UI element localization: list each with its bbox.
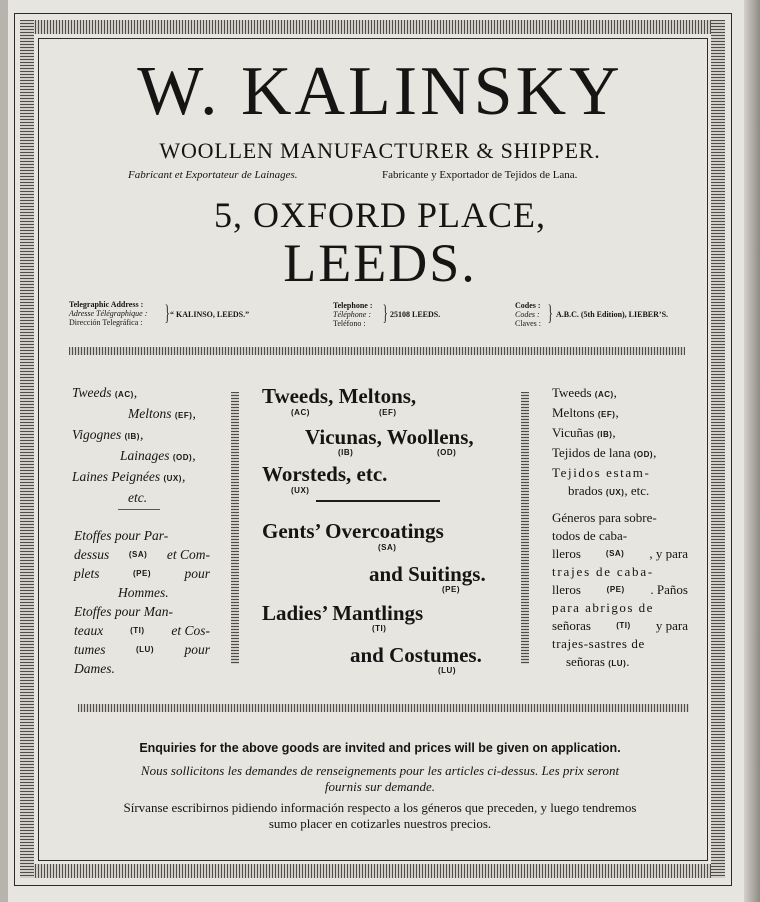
center-line-5: and Suitings. (369, 562, 486, 586)
left-line-tweeds: Tweeds (AC), (72, 385, 138, 400)
center-divider (316, 500, 440, 502)
right-line-vicunas: Vicuñas (IB), (552, 425, 616, 440)
center-code-lu: (LU) (438, 666, 456, 675)
left-line-etc: etc. (128, 490, 148, 505)
center-code-od: (OD) (437, 448, 457, 457)
left-line-m3: plets (PE) pour (74, 566, 210, 581)
center-line-3: Worsteds, etc. (262, 462, 388, 486)
right-line-s7: señoras (TI) y para (552, 618, 688, 633)
right-line-s8: trajes-sastres de (552, 636, 645, 651)
codes-value: A.B.C. (5th Edition), LIEBER’S. (556, 310, 669, 319)
left-line-m6: teaux (TI) et Cos- (74, 623, 210, 638)
trade-french: Fabricant et Exportateur de Lainages. (128, 169, 298, 181)
right-line-s2: todos de caba- (552, 528, 628, 543)
left-line-meltons: Meltons (EF), (128, 406, 196, 421)
codes-label-es: Claves : (515, 319, 541, 328)
right-column (552, 384, 690, 502)
telegraphic-labels (69, 300, 161, 327)
center-code-ef: (EF) (379, 408, 397, 417)
left-column-lower (74, 526, 210, 678)
right-line-tejidos: Tejidos de lana (OD), (552, 445, 657, 460)
right-line-s4: trajes de caba- (552, 564, 655, 579)
center-line-1: Tweeds, Meltons, (262, 384, 417, 408)
telephone-label-en: Telephone : (333, 301, 373, 310)
codes-brace: } (547, 300, 553, 325)
company-name: W. KALINSKY (137, 53, 623, 130)
telephone-brace: } (382, 300, 388, 325)
center-line-2: Vicunas, Woollens, (305, 425, 474, 449)
right-column-lower (552, 509, 688, 673)
center-code-ac: (AC) (291, 408, 310, 417)
column-rule-left (231, 392, 239, 664)
center-line-7: and Costumes. (350, 643, 482, 667)
right-line-s6: para abrigos de (552, 600, 654, 615)
telegraphic-label-es: Dirección Telegráfica : (69, 318, 143, 327)
footer-french-2: fournis sur demande. (324, 779, 436, 794)
trade-title: WOOLLEN MANUFACTURER & SHIPPER. (159, 138, 601, 163)
right-line-tweeds: Tweeds (AC), (552, 385, 617, 400)
telephone-value: 25108 LEEDS. (390, 310, 441, 319)
trade-spanish: Fabricante y Exportador de Tejidos de Lana. (382, 169, 578, 181)
city-name: LEEDS. (283, 233, 477, 293)
telegraphic-value: “ KALINSO, LEEDS.” (170, 310, 250, 319)
column-rule-right (521, 392, 529, 664)
right-line-s1: Géneros para sobre- (552, 510, 657, 525)
codes-labels (515, 301, 549, 328)
footer-spanish-2: sumo placer en cotizarles nuestros precios. (268, 816, 492, 831)
street-address: 5, OXFORD PLACE, (213, 195, 547, 235)
telephone-labels (333, 301, 383, 328)
telegraphic-brace: } (164, 300, 170, 325)
right-line-brados: brados (UX), etc. (568, 483, 650, 498)
left-line-m5: Etoffes pour Man- (74, 604, 173, 619)
left-line-m7: tumes (LU) pour (74, 642, 210, 657)
left-line-vigognes: Vigognes (IB), (72, 427, 144, 442)
border-bottom-hatch (20, 864, 725, 878)
center-code-ux: (UX) (291, 486, 310, 495)
left-line-m2: dessus (SA) et Com- (74, 547, 210, 562)
left-line-laines: Laines Peignées (UX), (72, 469, 186, 484)
center-code-ti: (TI) (372, 624, 387, 633)
codes-label-fr: Codes : (515, 310, 540, 319)
left-line-m1: Etoffes pour Par- (74, 528, 169, 543)
section-rule-top (69, 347, 685, 355)
right-line-s3: lleros (SA) , y para (552, 546, 688, 561)
border-top-hatch (20, 20, 725, 34)
telephone-label-fr: Téléphone : (333, 310, 371, 319)
footer-french-1: Nous sollicitons les demandes de renseignements pour les articles ci-dessus. Les prix seront (140, 763, 620, 778)
telegraphic-label-fr: Adresse Télégraphique : (69, 309, 148, 318)
center-code-ib: (IB) (338, 448, 354, 457)
left-line-lainages: Lainages (OD), (120, 448, 196, 463)
right-line-estam: Tejidos estam- (552, 465, 651, 480)
left-line-m8: Dames. (74, 661, 115, 676)
left-line-m4: Hommes. (118, 585, 169, 600)
left-column (72, 383, 210, 507)
center-code-pe: (PE) (442, 585, 460, 594)
center-code-sa: (SA) (378, 543, 397, 552)
right-line-s5: lleros (PE) . Paños (552, 582, 688, 597)
footer-english: Enquiries for the above goods are invited and prices will be given on application. (139, 741, 621, 755)
codes-label-en: Codes : (515, 301, 541, 310)
footer-spanish-1: Sírvanse escribirnos pidiendo información respecto a los géneros que preceden, y luego tendremos (123, 800, 637, 815)
center-line-6: Ladies’ Mantlings (262, 601, 424, 625)
center-line-4: Gents’ Overcoatings (262, 519, 444, 543)
section-rule-bottom (78, 704, 689, 712)
telegraphic-label-en: Telegraphic Address : (69, 300, 144, 309)
telephone-label-es: Teléfono : (333, 319, 366, 328)
left-divider (118, 509, 160, 510)
right-line-meltons: Meltons (EF), (552, 405, 619, 420)
right-line-s9: señoras (LU). (566, 654, 630, 669)
